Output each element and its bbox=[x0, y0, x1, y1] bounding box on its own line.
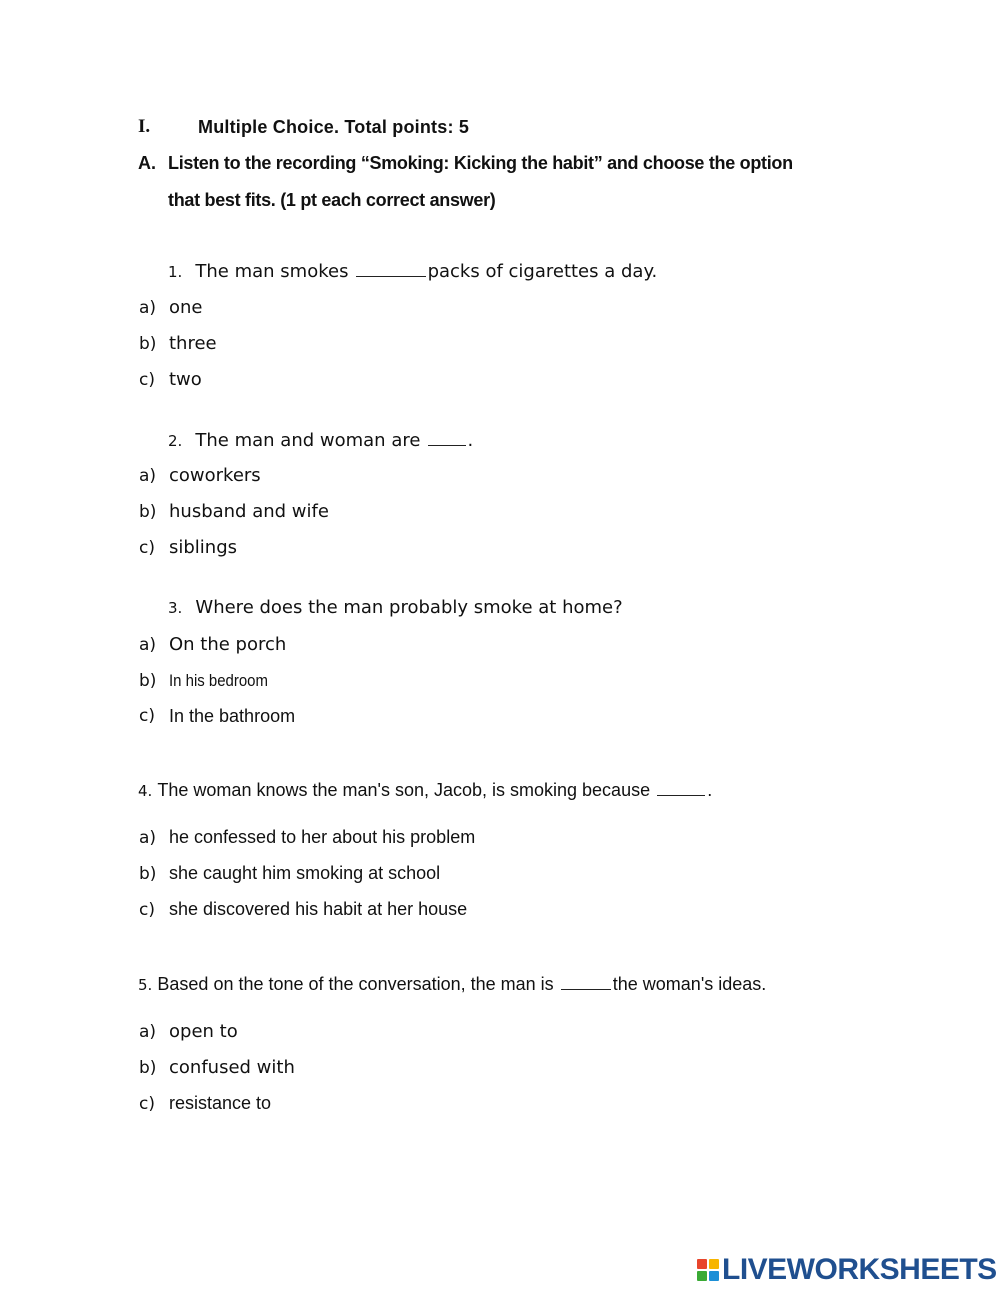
question-3 bbox=[168, 597, 623, 618]
option-1c[interactable]: two bbox=[169, 369, 202, 390]
option-letter: c) bbox=[139, 900, 155, 920]
question-text: The woman knows the man's son, Jacob, is smoking because bbox=[157, 780, 651, 800]
option-2a[interactable]: coworkers bbox=[169, 465, 261, 486]
question-text-end: . bbox=[707, 780, 713, 800]
option-4a[interactable]: he confessed to her about his problem bbox=[169, 827, 476, 847]
option-letter: c) bbox=[139, 706, 155, 726]
answer-blank[interactable] bbox=[428, 429, 466, 446]
logo-block bbox=[697, 1271, 707, 1281]
option-letter: b) bbox=[139, 502, 157, 522]
option-letter: a) bbox=[139, 1022, 157, 1042]
question-text-end: packs of cigarettes a day. bbox=[427, 261, 658, 282]
option-letter: a) bbox=[139, 466, 157, 486]
question-text: Where does the man probably smoke at home? bbox=[195, 597, 623, 618]
question-text: The man smokes bbox=[195, 261, 349, 282]
option-5c[interactable]: resistance to bbox=[169, 1093, 272, 1113]
answer-blank[interactable] bbox=[356, 260, 426, 277]
logo-block bbox=[697, 1259, 707, 1269]
question-2 bbox=[168, 429, 473, 451]
option-letter: a) bbox=[139, 635, 157, 655]
question-text: Based on the tone of the conversation, the man is bbox=[157, 974, 554, 994]
question-4 bbox=[138, 779, 712, 801]
logo-block bbox=[709, 1259, 719, 1269]
instruction-line-2: that best fits. (1 pt each correct answer) bbox=[168, 190, 496, 210]
question-text-end: the woman's ideas. bbox=[612, 974, 767, 994]
option-5a[interactable]: open to bbox=[169, 1021, 238, 1042]
option-2c[interactable]: siblings bbox=[169, 537, 238, 558]
option-1b[interactable]: three bbox=[169, 333, 217, 354]
option-4c[interactable]: she discovered his habit at her house bbox=[169, 899, 468, 919]
option-letter: b) bbox=[139, 671, 157, 691]
option-letter: b) bbox=[139, 334, 157, 354]
question-number: 2. bbox=[168, 432, 183, 450]
instruction-line-1: Listen to the recording “Smoking: Kicking the habit” and choose the option bbox=[168, 153, 793, 173]
logo-blocks-icon bbox=[697, 1259, 719, 1281]
option-letter: a) bbox=[139, 828, 157, 848]
option-letter: c) bbox=[139, 538, 155, 558]
option-3c[interactable]: In the bathroom bbox=[169, 706, 296, 726]
option-1a[interactable]: one bbox=[169, 297, 203, 318]
option-letter: b) bbox=[139, 864, 157, 884]
question-number: 5. bbox=[138, 976, 153, 994]
answer-blank[interactable] bbox=[561, 973, 611, 990]
liveworksheets-logo bbox=[697, 1253, 997, 1287]
option-letter: c) bbox=[139, 370, 155, 390]
question-number: 1. bbox=[168, 263, 183, 281]
question-5 bbox=[138, 973, 766, 995]
option-3b[interactable]: In his bedroom bbox=[169, 671, 268, 690]
logo-text: LIVEWORKSHEETS bbox=[722, 1253, 997, 1286]
question-number: 3. bbox=[168, 599, 183, 617]
logo-block bbox=[709, 1271, 719, 1281]
section-title: Multiple Choice. Total points: 5 bbox=[198, 117, 470, 137]
option-3a[interactable]: On the porch bbox=[169, 634, 287, 655]
option-4b[interactable]: she caught him smoking at school bbox=[169, 863, 441, 883]
question-number: 4. bbox=[138, 782, 153, 800]
answer-blank[interactable] bbox=[657, 779, 705, 796]
option-5b[interactable]: confused with bbox=[169, 1057, 295, 1078]
section-number: I. bbox=[138, 116, 151, 137]
question-text: The man and woman are bbox=[195, 430, 421, 451]
instruction-letter: A. bbox=[138, 153, 156, 173]
option-2b[interactable]: husband and wife bbox=[169, 501, 329, 522]
question-text-end: . bbox=[467, 430, 474, 451]
question-1 bbox=[168, 260, 657, 282]
option-letter: c) bbox=[139, 1094, 155, 1114]
option-letter: b) bbox=[139, 1058, 157, 1078]
option-letter: a) bbox=[139, 298, 157, 318]
